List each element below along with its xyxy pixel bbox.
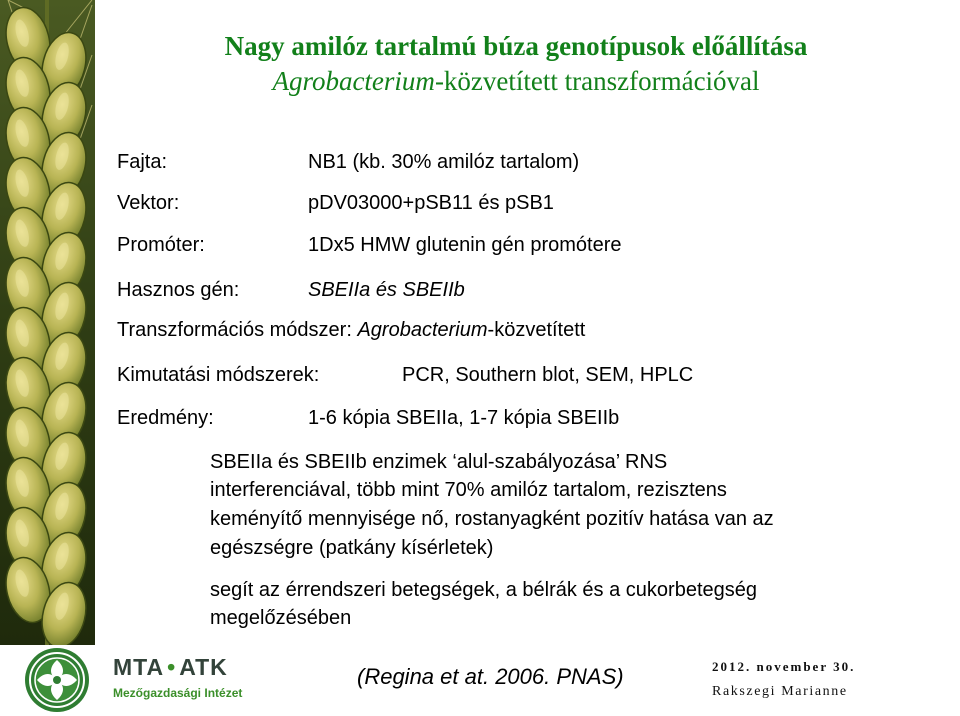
method-value-rest: -közvetített: [487, 319, 586, 341]
brand-right: ATK: [179, 654, 228, 680]
method-value-italic: Agrobacterium: [357, 319, 488, 341]
citation: (Regina et at. 2006. PNAS): [357, 664, 624, 689]
brand-name: [113, 654, 228, 680]
brand-subtitle: Mezőgazdasági Intézet: [113, 686, 243, 700]
detection-label: Kimutatási módszerek:: [117, 364, 320, 386]
finding-line: egészségre (patkány kísérletek): [210, 537, 494, 559]
useful-gene-label: Hasznos gén:: [117, 279, 240, 301]
variety-label: Fajta:: [117, 151, 168, 173]
presentation-date: 2012. november 30.: [712, 659, 856, 674]
finding-line: megelőzésében: [210, 607, 352, 629]
promoter-label: Promóter:: [117, 234, 205, 256]
finding-line: interferenciával, több mint 70% amilóz tartalom, rezisztens: [210, 479, 727, 501]
subtitle-italic: Agrobacterium: [272, 66, 435, 96]
promoter-value: 1Dx5 HMW glutenin gén promótere: [308, 234, 622, 256]
method-label: Transzformációs módszer:: [117, 319, 352, 341]
mta-atk-logo-icon: [24, 647, 90, 713]
vector-value: pDV03000+pSB11 és pSB1: [308, 192, 554, 214]
brand-left: MTA: [113, 654, 165, 680]
result-value: 1-6 kópia SBEIIa, 1-7 kópia SBEIIb: [308, 407, 620, 429]
detection-value: PCR, Southern blot, SEM, HPLC: [402, 364, 694, 386]
author-name: Rakszegi Marianne: [712, 684, 848, 699]
useful-gene-value: SBEIIa és SBEIIb: [308, 279, 465, 301]
finding-line: keményítő mennyisége nő, rostanyagként pozitív hatása van az: [210, 508, 774, 530]
slide-title: Nagy amilóz tartalmú búza genotípusok előállítása: [224, 31, 808, 61]
vector-label: Vektor:: [117, 192, 180, 214]
finding-line: segít az érrendszeri betegségek, a bélrák és a cukorbetegség: [210, 579, 757, 601]
result-label: Eredmény:: [117, 407, 214, 429]
slide-subtitle: [76, 65, 956, 97]
subtitle-rest: -közvetített transzformációval: [434, 66, 760, 96]
finding-line: SBEIIa és SBEIIb enzimek ‘alul-szabályozása’ RNS: [210, 451, 668, 473]
variety-value: NB1 (kb. 30% amilóz tartalom): [308, 151, 580, 173]
method-row: [117, 318, 585, 342]
brand-dot: •: [167, 654, 177, 680]
